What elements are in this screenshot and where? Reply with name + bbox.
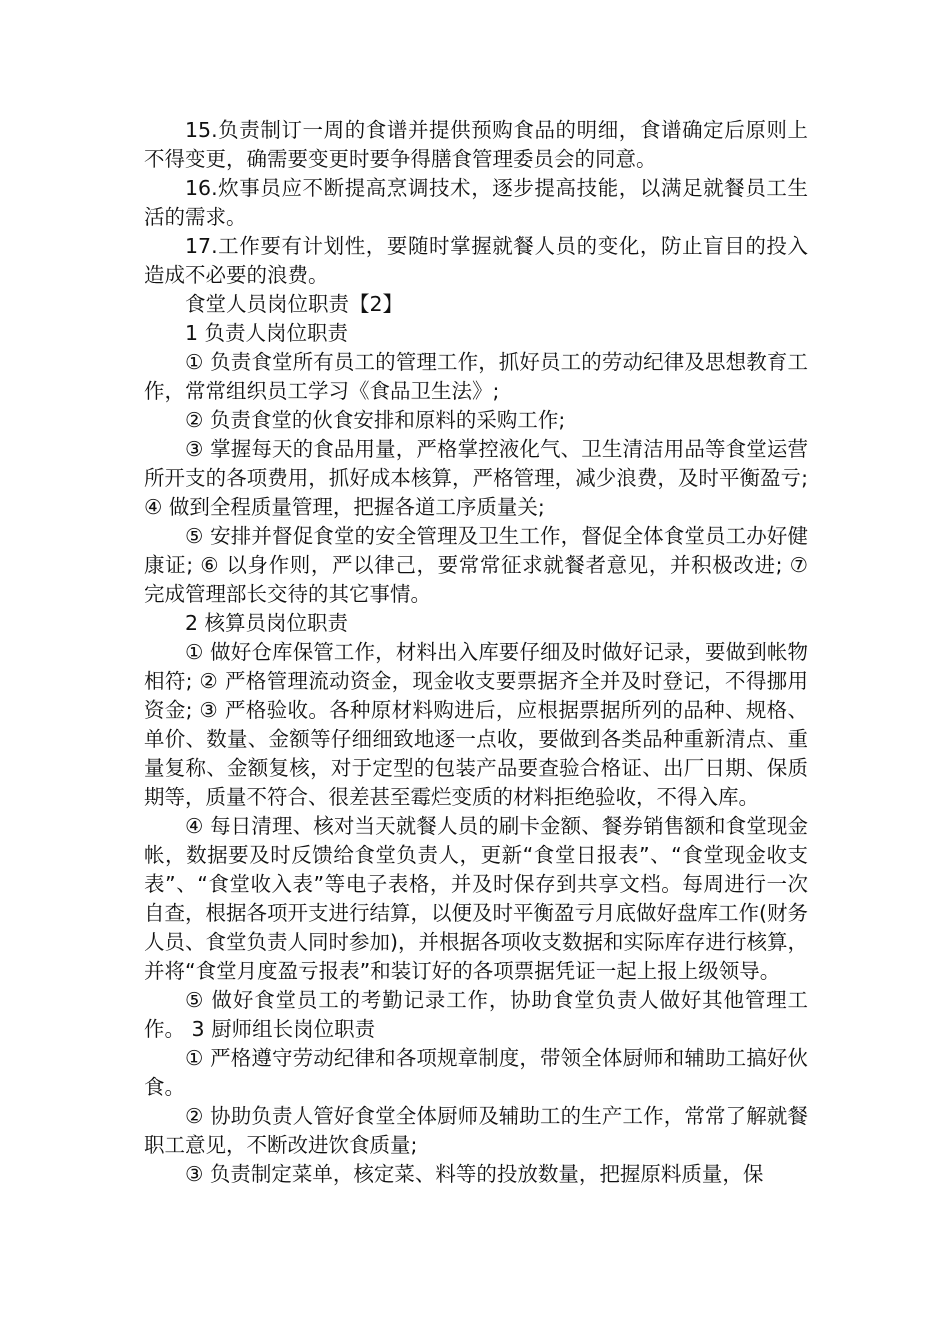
paragraph-manager-duty-3: ③ 掌握每天的食品用量，严格掌控液化气、卫生清洁用品等食堂运营所开支的各项费用，抓好成本核算，严格管理，减少浪费，及时平衡盈亏; ④ 做到全程质量管理，把握各道工序质量关;: [144, 437, 808, 519]
section-heading: 食堂人员岗位职责【2】: [185, 292, 404, 316]
document-body: [144, 116, 808, 1189]
paragraph-chef-duty-1: ① 严格遵守劳动纪律和各项规章制度，带领全体厨师和辅助工搞好伙食。: [144, 1046, 808, 1099]
paragraph-chef-duty-2: ② 协助负责人管好食堂全体厨师及辅助工的生产工作，常常了解就餐职工意见，不断改进饮食质量;: [144, 1104, 808, 1157]
paragraph-item-15: 15.负责制订一周的食谱并提供预购食品的明细，食谱确定后原则上不得变更，确需要变更时要争得膳食管理委员会的同意。: [144, 118, 808, 171]
paragraph-item-17: 17.工作要有计划性，要随时掌握就餐人员的变化，防止盲目的投入造成不必要的浪费。: [144, 234, 808, 287]
paragraph-accountant-duty-1: ① 做好仓库保管工作，材料出入库要仔细及时做好记录，要做到帐物相符; ② 严格管理流动资金，现金收支要票据齐全并及时登记，不得挪用资金; ③ 严格验收。各种原材料购进后，应根据票据所列的品种、规格、单价、数量、金额等仔细细致地逐一点收，要做到各类品种重新清点、重量复称、金额复核，对于定型的包装产品要查验合格证、出厂日期、保质期等，质量不符合、很差甚至霉烂变质的材料拒绝验收，不得入库。: [144, 640, 808, 809]
paragraph-manager-duty-2: ② 负责食堂的伙食安排和原料的采购工作;: [185, 408, 566, 432]
paragraph-chef-duty-3: ③ 负责制定菜单，核定菜、料等的投放数量，把握原料质量，保: [185, 1162, 764, 1186]
paragraph-accountant-duty-4: ④ 每日清理、核对当天就餐人员的刷卡金额、餐券销售额和食堂现金帐，数据要及时反馈给食堂负责人，更新“食堂日报表”、“食堂现金收支表”、“食堂收入表”等电子表格，并及时保存到共享文档。每周进行一次自查，根据各项开支进行结算，以便及时平衡盈亏月底做好盘库工作(财务人员、食堂负责人同时参加)，并根据各项收支数据和实际库存进行核算，并将“食堂月度盈亏报表”和装订好的各项票据凭证一起上报上级领导。: [144, 814, 808, 983]
paragraph-manager-duty-5: ⑤ 安排并督促食堂的安全管理及卫生工作，督促全体食堂员工办好健康证; ⑥ 以身作则，严以律己，要常常征求就餐者意见，并积极改进; ⑦ 完成管理部长交待的其它事情。: [144, 524, 808, 606]
subsection-heading-accountant: 2 核算员岗位职责: [185, 611, 349, 635]
paragraph-item-16: 16.炊事员应不断提高烹调技术，逐步提高技能，以满足就餐员工生活的需求。: [144, 176, 808, 229]
subsection-heading-manager: 1 负责人岗位职责: [185, 321, 349, 345]
paragraph-accountant-duty-5: ⑤ 做好食堂员工的考勤记录工作，协助食堂负责人做好其他管理工作。 3 厨师组长岗位职责: [144, 988, 808, 1041]
paragraph-manager-duty-1: ① 负责食堂所有员工的管理工作，抓好员工的劳动纪律及思想教育工作，常常组织员工学习《食品卫生法》;: [144, 350, 808, 403]
